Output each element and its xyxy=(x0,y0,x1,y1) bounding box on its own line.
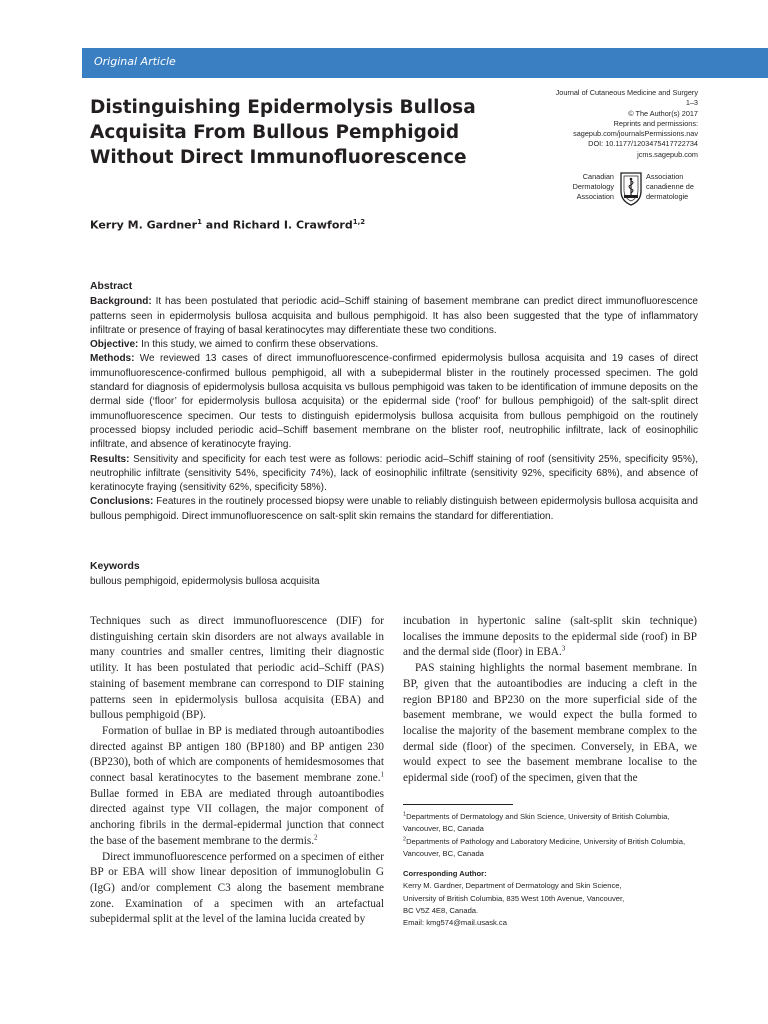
journal-name: Journal of Cutaneous Medicine and Surgery xyxy=(555,88,698,97)
body-column-right xyxy=(403,614,697,787)
citation-ref[interactable]: 3 xyxy=(561,644,566,653)
body-paragraph: Direct immunofluorescence performed on a specimen of either BP or EBA will show linear deposition of immunoglobulin G (IgG) and/or complement C3 along the basement membrane zone. Examination of a specimen with an artefactual subepidermal split at the level of the lamina lucida created by xyxy=(90,850,384,926)
citation-ref[interactable]: 2 xyxy=(314,833,318,842)
affiliation-marker: 1,2 xyxy=(352,218,366,226)
corresponding-author-email[interactable]: Email: kmg574@mail.usask.ca xyxy=(403,918,507,928)
abstract-heading: Abstract xyxy=(90,281,133,292)
society-name-french: Association canadienne de dermatologie xyxy=(646,172,694,201)
keywords xyxy=(90,559,698,589)
body-paragraph: Techniques such as direct immunofluorescence (DIF) for distinguishing certain skin disorders are not always available in many countries and smaller centres, limiting their diagnostic utility. It has been postulated that periodic acid–Schiff (PAS) staining of basement membrane can correspond to DIF staining patterns seen in epidermolysis bullosa acquisita (EBA) and bullous pemphigoid (BP). xyxy=(90,615,384,722)
corresponding-author-heading: Corresponding Author: xyxy=(403,869,487,879)
title-line: Distinguishing Epidermolysis Bullosa xyxy=(90,97,476,118)
body-column-left xyxy=(90,614,384,928)
body-paragraph: incubation in hypertonic saline (salt-split skin technique) localises the immune deposits to the epidermal side (roof) in BP and the dermal side (floor) in EBA.$^3$ xyxy=(403,615,697,659)
affiliation-marker: 1 xyxy=(197,218,202,226)
author-name: Kerry M. Gardner xyxy=(90,218,198,232)
footnotes xyxy=(403,811,699,930)
author-name: Richard I. Crawford xyxy=(232,218,353,232)
keywords-list: bullous pemphigoid, epidermolysis bullosa acquisita xyxy=(90,576,320,587)
title-line: Without Direct Immunofluorescence xyxy=(90,147,467,168)
reprints-label: Reprints and permissions: xyxy=(613,118,698,128)
abstract-results: Results: Sensitivity and specificity for each test were as follows: periodic acid–Schiff staining of roof (sensitivity 25%, specificity 95%), neutrophilic infiltrate (sensitivity 54%, specificity 74%), lack of eosinophilic infiltrate (sensitivity 92%, specificity 68%), and absence of keratinocyte fraying (sensitivity 62%, specificity 58%). xyxy=(90,453,698,494)
abstract xyxy=(90,280,698,524)
footnote-spacer xyxy=(403,860,699,868)
keywords-heading: Keywords xyxy=(90,561,140,572)
journal-info xyxy=(458,88,698,160)
article-type-label: Original Article xyxy=(94,55,176,68)
title-line: Acquisita From Bullous Pemphigoid xyxy=(90,122,460,143)
article-type-banner xyxy=(82,48,768,78)
page-range: 1–3 xyxy=(685,98,698,108)
body-paragraph: PAS staining highlights the normal basement membrane. In BP, given that the autoantibodies are inducing a cleft in the region BP180 and BP230 on the more superficial side of the basement membrane, we would expect the bulla formed to localise the majority of the basement membrane complex to the dermal side (floor) of the specimen. Conversely, in EBA, we would expect to see the basement membrane localise to the epidermal side (roof) of the specimen, given that the xyxy=(403,662,697,785)
affiliation-footnote: $^2$Departments of Pathology and Laboratory Medicine, University of British Columbia, Vancouver, BC, Canada xyxy=(403,836,686,858)
article-title xyxy=(90,95,510,170)
cda-crest-icon xyxy=(618,169,644,207)
journal-site[interactable]: jcms.sagepub.com xyxy=(637,149,698,159)
abstract-methods: Methods: We reviewed 13 cases of direct immunofluorescence-confirmed epidermolysis bullosa acquisita and 19 cases of direct immunofluorescence-confirmed bullous pemphigoid, all with a subepidermal blister in the routinely processed specimen. The gold standard for diagnosis of epidermolysis bullosa acquisita vs bullous pemphigoid was taken to be identification of immune deposits on the dermal side (‘floor’ for epidermolysis bullosa acquisita) or the epidermal side (‘roof’ for bullous pemphigoid) of the salt-split direct immunofluorescence specimen. Our tests to distinguish epidermolysis bullosa acquisita from bullous pemphigoid on the routinely processed biopsy included periodic acid–Schiff basement membrane on the blister roof, neutrophilic infiltrate, lack of eosinophilic infiltrate, and absence of keratinocyte fraying. xyxy=(90,353,698,451)
corresponding-author-line: University of British Columbia, 835 West 10th Avenue, Vancouver, xyxy=(403,893,625,903)
author-connector: and xyxy=(201,218,233,232)
abstract-objective: Objective: In this study, we aimed to confirm these observations. xyxy=(90,339,379,351)
copyright: © The Author(s) 2017 xyxy=(628,108,698,118)
corresponding-author-line: BC V5Z 4E8, Canada. xyxy=(403,906,479,916)
abstract-conclusions: Conclusions: Features in the routinely processed biopsy were unable to reliably distinguish between epidermolysis bullosa acquisita and bullous pemphigoid. Direct immunofluorescence on salt-split skin remains the standard for differentiation. xyxy=(90,496,698,522)
society-name-english: Canadian Dermatology Association xyxy=(572,172,614,201)
corresponding-author-line: Kerry M. Gardner, Department of Dermatology and Skin Science, xyxy=(403,881,622,891)
doi[interactable]: DOI: 10.1177/1203475417722734 xyxy=(588,139,698,149)
affiliation-footnote: $^1$Departments of Dermatology and Skin Science, University of British Columbia, Vancouver, BC, Canada xyxy=(403,811,670,834)
reprints-link[interactable]: sagepub.com/journalsPermissions.nav xyxy=(573,129,698,139)
society-logo xyxy=(556,172,706,208)
body-paragraph: Formation of bullae in BP is mediated through autoantibodies directed against BP antigen 180 (BP180) and BP antigen 230 (BP230), both of which are components of hemidesmosomes that connect basal keratinocytes to the basement membrane zone.$^1$ Bullae formed in EBA are mediated through autoantibodies directed against type VII collagen, the major component of anchoring fibrils in the dermal-epidermal junction that connect the base of the basement membrane to the dermis.$^2$ xyxy=(90,724,384,847)
citation-ref[interactable]: 1 xyxy=(380,770,384,779)
author-list xyxy=(90,218,365,232)
footnote-divider xyxy=(403,804,513,805)
abstract-background: Background: It has been postulated that periodic acid–Schiff staining of basement membrane can predict direct immunofluorescence patterns seen in epidermolysis bullosa acquisita and bullous pemphigoid. It has also been suggested that the type of inflammatory infiltrate or presence of fraying of basal keratinocytes may differentiate these two conditions. xyxy=(90,296,698,336)
